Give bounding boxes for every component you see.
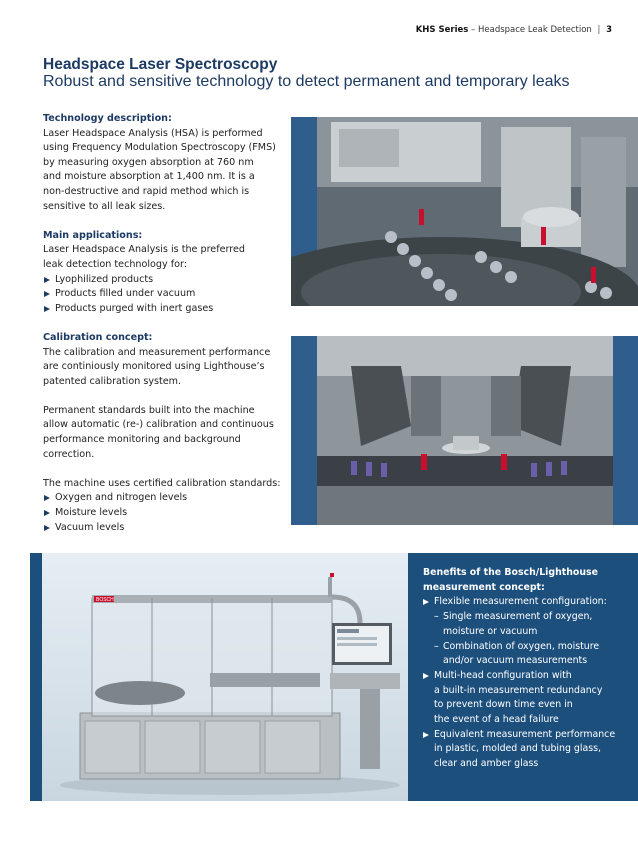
page-header: KHS Series – Headspace Leak Detection | 3 xyxy=(415,25,612,35)
list-item: Vacuum levels xyxy=(43,521,283,536)
calibration-list xyxy=(43,491,283,535)
benefits-list: Flexible measurement configuration: – Single measurement of oxygen, moisture or vacuum – Combination of oxygen, moisture and/or vacuum measurements Multi-head configuration with a built-in measurement redundancy to prevent down time even in the event of a head failure Equivalent measurement performance in plastic, molded and tubing glass, clear and amber glass xyxy=(423,595,628,771)
list-item: – Single measurement of oxygen, xyxy=(423,610,628,625)
list-item: Oxygen and nitrogen levels xyxy=(43,491,283,506)
benefits-heading: Benefits of the Bosch/Lighthouse measurement concept: xyxy=(423,567,598,593)
list-item: Flexible measurement configuration: xyxy=(423,595,628,610)
left-text-column xyxy=(43,112,283,550)
calibration-section: Calibration concept: The calibration and measurement performance are continiously monitored using Lighthouse’s patented calibration system. Permanent standards built into the machine allow automatic (re-) calibration and continuous performance monitoring and background correction. The machine uses certified calibration standards: Oxygen and nitrogen levels Moisture levels Vacuum levels xyxy=(43,331,283,535)
list-item: Products filled under vacuum xyxy=(43,287,283,302)
header-series: KHS Series xyxy=(415,25,469,35)
technology-section: Technology description: Laser Headspace Analysis (HSA) is performed using Frequency Modulation Spectroscopy (FMS) by measuring oxygen absorption at 760 nm and moisture absorption at 1,400 nm. It is a non-destructive and rapid method which is sensitive to all leak sizes. xyxy=(43,112,283,214)
applications-list xyxy=(43,273,283,317)
applications-section: Main applications: Laser Headspace Analysis is the preferred leak detection technology for: Lyophilized products Products filled under vacuum Products purged with inert gases xyxy=(43,229,283,317)
page-number: 3 xyxy=(606,25,612,35)
list-item: Multi-head configuration with a built-in measurement redundancy to prevent down time even in the event of a head failure xyxy=(423,669,628,728)
photo-machine-interior xyxy=(291,117,638,306)
header-section: Headspace Leak Detection xyxy=(477,25,592,35)
applications-heading: Main applications: xyxy=(43,229,143,241)
calibration-heading: Calibration concept: xyxy=(43,331,153,343)
photo-complete-machine xyxy=(30,553,408,801)
list-item: Equivalent measurement performance in plastic, molded and tubing glass, clear and amber glass xyxy=(423,728,628,772)
list-item: Lyophilized products xyxy=(43,273,283,288)
page-subtitle: Robust and sensitive technology to detect permanent and temporary leaks xyxy=(43,73,570,90)
list-item: Products purged with inert gases xyxy=(43,302,283,317)
photo-measurement-heads xyxy=(291,336,638,525)
machine-brand-label: BOSCH xyxy=(96,597,114,603)
benefits-panel xyxy=(408,553,638,801)
list-item: – Combination of oxygen, moisture xyxy=(423,640,628,655)
list-item: Moisture levels xyxy=(43,506,283,521)
page-title: Headspace Laser Spectroscopy xyxy=(43,56,278,73)
technology-heading: Technology description: xyxy=(43,113,172,124)
